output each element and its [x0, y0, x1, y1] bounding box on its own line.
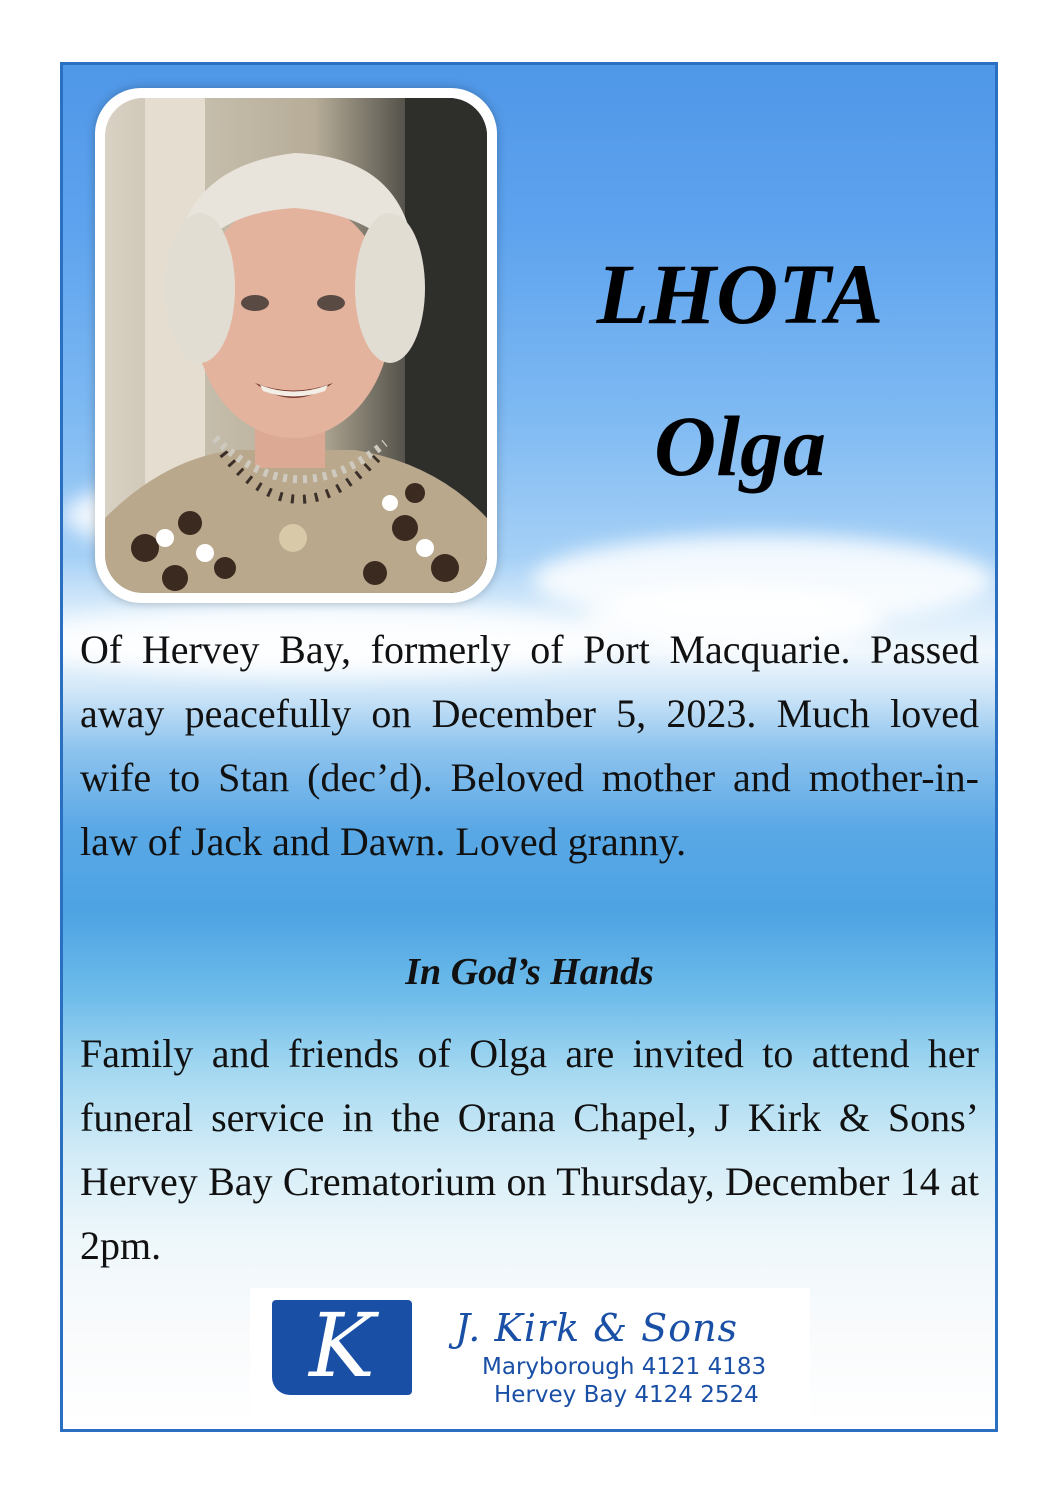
funeral-home-name: J. Kirk & Sons — [455, 1306, 739, 1350]
obituary-paragraph: Of Hervey Bay, formerly of Port Macquarie. Passed away peacefully on December 5, 2023. Much loved wife to Stan (dec’d). Beloved mother and mother-in-law of Jack and Dawn. Loved granny. — [80, 627, 979, 864]
service-details-paragraph: Family and friends of Olga are invited to attend her funeral service in the Orana Chapel, J Kirk & Sons’ Hervey Bay Crematorium on Thursday, December 14 at 2pm. — [80, 1031, 979, 1268]
surname-heading: LHOTA — [596, 246, 884, 342]
funeral-home-logo — [250, 1288, 810, 1418]
given-name-heading: Olga — [654, 398, 826, 494]
phone-hervey-bay: Hervey Bay 4124 2524 — [494, 1382, 759, 1408]
logo-letter: K — [309, 1294, 375, 1397]
portrait-illustration — [105, 98, 487, 593]
logo-emblem — [272, 1294, 412, 1397]
phone-maryborough: Maryborough 4121 4183 — [482, 1354, 767, 1380]
portrait-photo — [95, 88, 497, 603]
verse-line: In God’s Hands — [405, 951, 654, 993]
portrait-image — [105, 98, 487, 593]
